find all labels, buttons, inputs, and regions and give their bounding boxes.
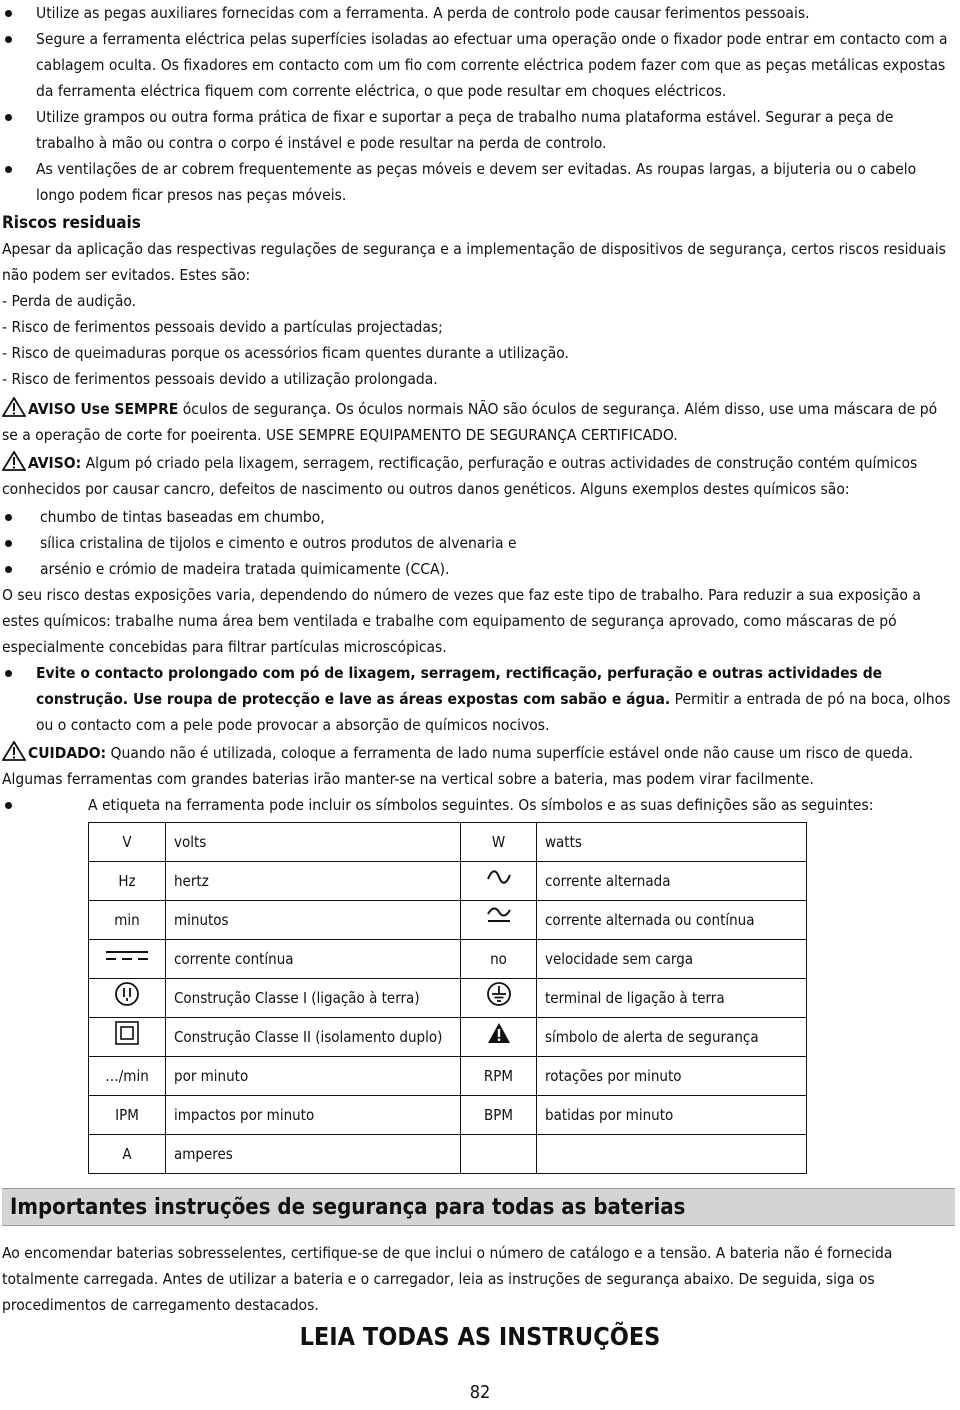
residual-heading: Riscos residuais: [2, 213, 141, 233]
warning-text: óculos de segurança. Os óculos normais NÃO são óculos de segurança. Além disso, use uma máscara de pó se a operação de corte for poeirenta. USE SEMPRE EQUIPAMENTO DE SEGURANÇA CERTIFICADO.: [2, 400, 938, 444]
chemical-bullets: [0, 504, 955, 582]
symbol-cell: [461, 901, 537, 940]
definition-cell: velocidade sem carga: [537, 940, 807, 979]
caution-paragraph: [2, 740, 952, 792]
read-all-heading: LEIA TODAS AS INSTRUÇÕES: [299, 1322, 661, 1351]
residual-item: - Perda de audição.: [2, 292, 137, 310]
avoid-bullet: [0, 660, 955, 738]
warning-triangle-icon: [2, 397, 26, 417]
ac-dc-icon: [485, 906, 513, 926]
bullet-item: [0, 660, 955, 738]
symbol-cell: IPM: [89, 1096, 166, 1135]
table-row: [89, 823, 807, 862]
warning-label: AVISO:: [28, 454, 82, 472]
symbol-cell: [89, 940, 166, 979]
bullet-item: arsénio e crómio de madeira tratada quimicamente (CCA).: [0, 556, 955, 582]
residual-intro: Apesar da aplicação das respectivas regulações de segurança e a implementação de dispositivos de segurança, certos riscos residuais não podem ser evitados. Estes são:: [2, 240, 946, 284]
definition-cell: [537, 1135, 807, 1174]
earth-terminal-icon: [486, 981, 512, 1007]
symbol-cell: [461, 862, 537, 901]
dc-icon: [102, 945, 152, 965]
table-row: [89, 1096, 807, 1135]
symbol-cell: no: [461, 940, 537, 979]
definition-cell: rotações por minuto: [537, 1057, 807, 1096]
page-number: 82: [469, 1382, 491, 1403]
bullet-item: Segure a ferramenta eléctrica pelas superfícies isoladas ao efectuar uma operação onde o fixador pode entrar em contacto com a cablagem oculta. Os fixadores em contacto com um fio com corrente eléctrica podem fazer com que as peças metálicas expostas da ferramenta eléctrica fiquem com corrente eléctrica, o que pode resultar em choques eléctricos.: [0, 26, 955, 104]
definition-cell: por minuto: [166, 1057, 461, 1096]
class-2-icon: [114, 1020, 140, 1046]
symbols-table: [88, 822, 807, 1174]
residual-item: - Risco de ferimentos pessoais devido a utilização prolongada.: [2, 370, 438, 388]
warning-goggles: [2, 396, 952, 448]
avoid-text: Permitir a entrada de pó na boca, olhos ou o contacto com a pele pode provocar a absorção de químicos nocivos.: [36, 690, 951, 734]
symbol-cell: BPM: [461, 1096, 537, 1135]
tool-safety-bullets: [0, 0, 955, 208]
warning-triangle-icon: [2, 741, 26, 761]
symbol-cell: Hz: [89, 862, 166, 901]
symbol-cell: [89, 1018, 166, 1057]
symbol-cell: [89, 979, 166, 1018]
warning-dust: [2, 450, 952, 502]
warning-triangle-icon: [2, 451, 26, 471]
residual-item: - Risco de queimaduras porque os acessórios ficam quentes durante a utilização.: [2, 344, 569, 362]
label-bullet: [0, 792, 955, 818]
definition-cell: volts: [166, 823, 461, 862]
definition-cell: impactos por minuto: [166, 1096, 461, 1135]
table-row: [89, 1057, 807, 1096]
table-row: [89, 862, 807, 901]
symbol-cell: [461, 1135, 537, 1174]
caution-text: Quando não é utilizada, coloque a ferramenta de lado numa superfície estável onde não cause um risco de queda. Algumas ferramentas com grandes baterias irão manter-se na vertical sobre a bateria, mas podem virar facilmente.: [2, 744, 914, 788]
definition-cell: amperes: [166, 1135, 461, 1174]
definition-cell: Construção Classe I (ligação à terra): [166, 979, 461, 1018]
ac-wave-icon: [486, 868, 512, 886]
definition-cell: terminal de ligação à terra: [537, 979, 807, 1018]
battery-paragraph: Ao encomendar baterias sobresselentes, certifique-se de que inclui o número de catálogo e a tensão. A bateria não é fornecida totalmente carregada. Antes de utilizar a bateria e o carregador, leia as instruções de segurança abaixo. De seguida, siga os procedimentos de carregamento destacados.: [2, 1244, 893, 1314]
definition-cell: símbolo de alerta de segurança: [537, 1018, 807, 1057]
warning-label: AVISO Use SEMPRE: [28, 400, 179, 418]
table-row: [89, 1018, 807, 1057]
caution-label: CUIDADO:: [28, 744, 107, 762]
safety-alert-icon: [487, 1022, 511, 1044]
definition-cell: minutos: [166, 901, 461, 940]
definition-cell: corrente contínua: [166, 940, 461, 979]
risk-paragraph: O seu risco destas exposições varia, dependendo do número de vezes que faz este tipo de trabalho. Para reduzir a sua exposição a estes químicos: trabalhe numa área bem ventilada e trabalhe com equipamento de segurança aprovado, como máscaras de pó especialmente concebidas para filtrar partículas microscópicas.: [2, 586, 921, 656]
definition-cell: corrente alternada ou contínua: [537, 901, 807, 940]
bullet-item: sílica cristalina de tijolos e cimento e outros produtos de alvenaria e: [0, 530, 955, 556]
symbol-cell: A: [89, 1135, 166, 1174]
battery-section-heading: Importantes instruções de segurança para todas as baterias: [2, 1188, 955, 1226]
definition-cell: Construção Classe II (isolamento duplo): [166, 1018, 461, 1057]
residual-risks-section: [2, 210, 952, 392]
bullet-item: chumbo de tintas baseadas em chumbo,: [0, 504, 955, 530]
definition-cell: corrente alternada: [537, 862, 807, 901]
definition-cell: batidas por minuto: [537, 1096, 807, 1135]
definition-cell: hertz: [166, 862, 461, 901]
table-row: [89, 940, 807, 979]
symbol-cell: [461, 979, 537, 1018]
bullet-item: Utilize grampos ou outra forma prática de fixar e suportar a peça de trabalho numa plataforma estável. Segurar a peça de trabalho à mão ou contra o corpo é instável e pode resultar na perda de controlo.: [0, 104, 955, 156]
table-row: [89, 1135, 807, 1174]
table-row: [89, 901, 807, 940]
definition-cell: watts: [537, 823, 807, 862]
symbol-cell: …/min: [89, 1057, 166, 1096]
bullet-item: A etiqueta na ferramenta pode incluir os símbolos seguintes. Os símbolos e as suas definições são as seguintes:: [0, 792, 955, 818]
symbol-cell: [461, 1018, 537, 1057]
table-row: [89, 979, 807, 1018]
symbol-cell: W: [461, 823, 537, 862]
avoid-bold-text: Evite o contacto prolongado com pó de lixagem, serragem, rectificação, perfuração e outras actividades de construção. Use roupa de protecção e lave as áreas expostas com sabão e água.: [36, 664, 883, 708]
class-1-icon: [114, 981, 140, 1007]
bullet-item: As ventilações de ar cobrem frequentemente as peças móveis e devem ser evitadas. As roupas largas, a bijuteria ou o cabelo longo podem ficar presos nas peças móveis.: [0, 156, 955, 208]
residual-item: - Risco de ferimentos pessoais devido a partículas projectadas;: [2, 318, 443, 336]
warning-text: Algum pó criado pela lixagem, serragem, rectificação, perfuração e outras actividades de construção contém químicos conhecidos por causar cancro, defeitos de nascimento ou outros danos genéticos. Alguns exemplos destes químicos são:: [2, 454, 918, 498]
bullet-item: Utilize as pegas auxiliares fornecidas com a ferramenta. A perda de controlo pode causar ferimentos pessoais.: [0, 0, 955, 26]
symbol-cell: RPM: [461, 1057, 537, 1096]
symbol-cell: V: [89, 823, 166, 862]
symbol-cell: min: [89, 901, 166, 940]
